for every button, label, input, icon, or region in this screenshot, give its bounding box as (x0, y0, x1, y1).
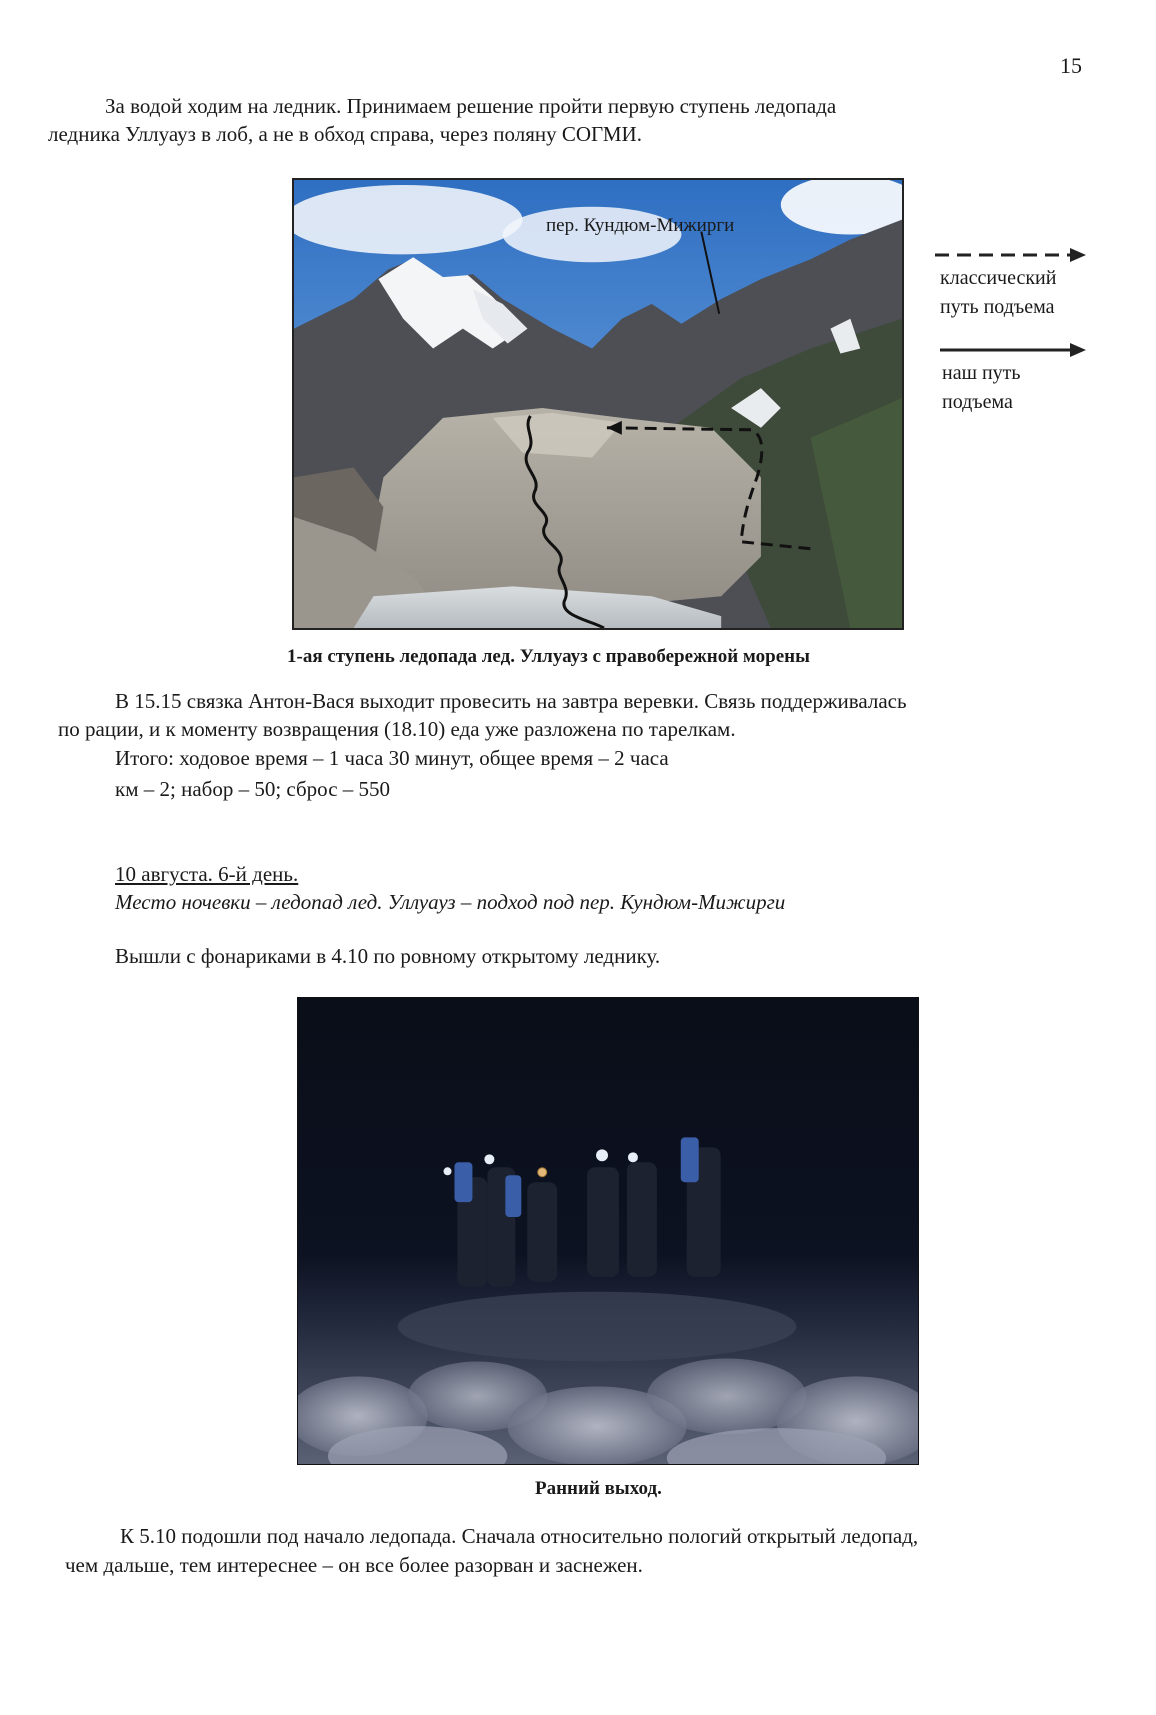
classic-route-legend-icon (930, 245, 1090, 265)
para1-line-4: км – 2; набор – 50; сброс – 550 (115, 777, 391, 801)
para1-line-3: Итого: ходовое время – 1 часа 30 минут, общее время – 2 часа (115, 746, 669, 770)
intro-line-2: ледника Уллуауз в лоб, а не в обход справа, через поляну СОГМИ. (48, 122, 642, 146)
legend-ours-line-1: наш путь (942, 362, 1021, 384)
day-text: Вышли с фонариками в 4.10 по ровному открытому леднику. (115, 944, 661, 968)
page-number: 15 (1060, 53, 1082, 78)
legend-ours-line-2: подъема (942, 391, 1013, 413)
night-photo (297, 997, 919, 1465)
legend-classic-line-1: классический (940, 267, 1057, 289)
night-photo-image (298, 998, 918, 1464)
day-subtitle: Место ночевки – ледопад лед. Уллуауз – подход под пер. Кундюм-Мижирги (115, 890, 786, 914)
legend-classic-line-2: путь подъема (940, 296, 1055, 318)
intro-line-1: За водой ходим на ледник. Принимаем решение пройти первую ступень ледопада (105, 94, 837, 118)
pass-label: пер. Кундюм-Мижирги (546, 215, 735, 236)
day-title: 10 августа. 6-й день. (115, 862, 299, 886)
figure1-caption: 1-ая ступень ледопада лед. Уллуауз с правобережной морены (287, 646, 810, 667)
figure2-caption: Ранний выход. (535, 1478, 662, 1499)
para2-line-2: чем дальше, тем интереснее – он все более разорван и заснежен. (65, 1553, 643, 1577)
glacier-photo (292, 178, 904, 630)
para2-line-1: К 5.10 подошли под начало ледопада. Сначала относительно пологий открытый ледопад, (120, 1524, 919, 1548)
our-route-legend-icon (930, 340, 1090, 360)
para1-line-1: В 15.15 связка Антон-Вася выходит провесить на завтра веревки. Связь поддерживалась (115, 689, 907, 713)
para1-line-2: по рации, и к моменту возвращения (18.10) еда уже разложена по тарелкам. (58, 717, 736, 741)
glacier-photo-image (294, 180, 902, 628)
